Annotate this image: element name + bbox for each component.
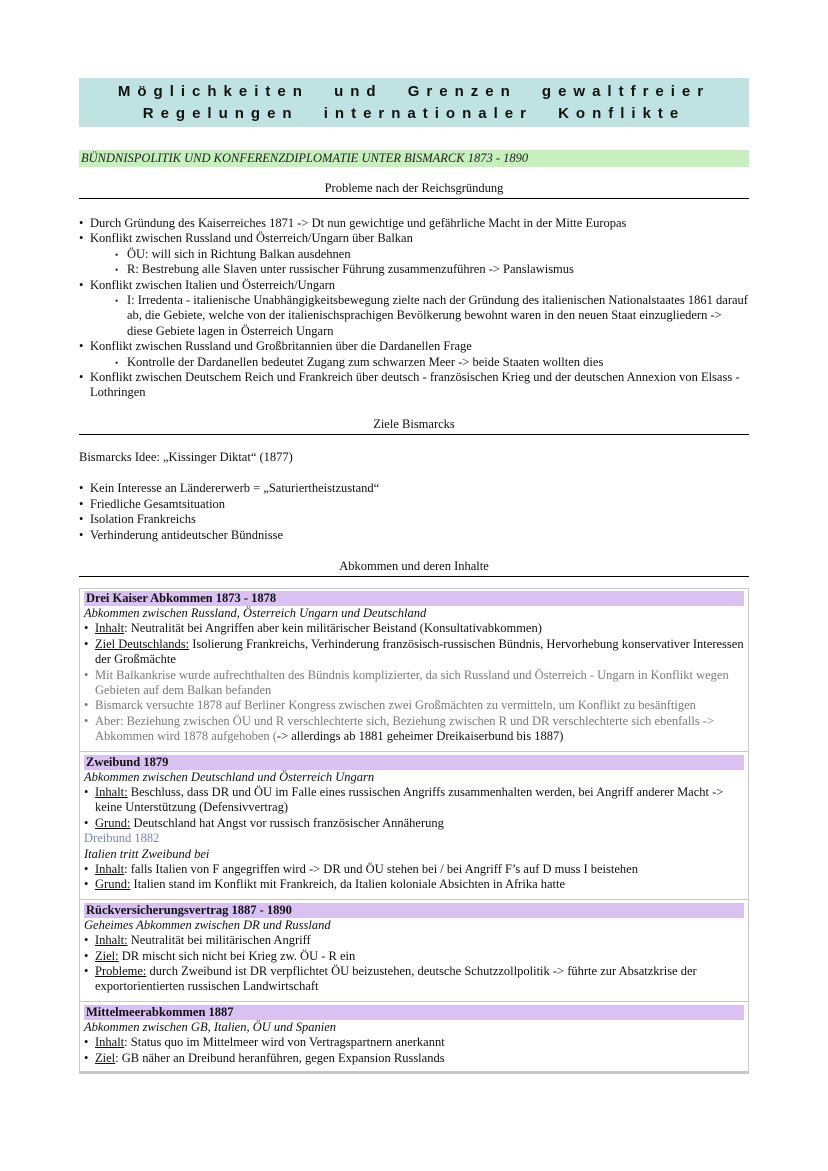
list-item: • Friedliche Gesamtsituation: [79, 497, 749, 512]
box-mittelmeer: [84, 1005, 744, 1066]
list-item: • Kontrolle der Dardanellen bedeutet Zugang zum schwarzen Meer -> beide Staaten wollten dies: [115, 355, 749, 370]
box-subtitle: Abkommen zwischen GB, Italien, ÖU und Spanien: [84, 1019, 337, 1034]
box-subtitle: Geheimes Abkommen zwischen DR und Russland: [84, 917, 331, 932]
box-list: [84, 862, 744, 893]
list-item: • ÖU: will sich in Richtung Balkan ausdehnen: [115, 247, 749, 262]
list-item: • Grund: Deutschland hat Angst vor russisch französischer Annäherung: [84, 816, 744, 831]
list-item: • Konflikt zwischen Russland und Österreich/Ungarn über Balkan • ÖU: will sich in Richtung Balkan ausdehnen • R: Bestrebung alle Slaven unter russischer Führung zusammenzuführen -> Panslawismus: [79, 231, 749, 277]
box-title: Rückversicherungsvertrag 1887 - 1890: [84, 903, 744, 918]
document-subtitle: BÜNDNISPOLITIK UND KONFERENZDIPLOMATIE UNTER BISMARCK 1873 - 1890: [79, 150, 749, 167]
divider: [80, 899, 748, 900]
section-heading-probleme: Probleme nach der Reichsgründung: [79, 181, 749, 199]
box-list: [84, 621, 744, 744]
list-item: • Isolation Frankreichs: [79, 512, 749, 527]
box-list: [84, 1035, 744, 1066]
list-item: • Konflikt zwischen Italien und Österreich/Ungarn • I: Irredenta - italienische Unabhängigkeitsbewegung zielte nach der Gründung des italienischen Nationalstaates 1861 darauf ab, die Gebiete, welche von der italienischsprachigen Bevölkerung bewohnt waren in den neuen Staat einzugliedern -> diese Gebiete lagen in Österreich Ungarn: [79, 278, 749, 340]
list-item: • Inhalt: falls Italien von F angegriffen wird -> DR und ÖU stehen bei / bei Angriff F’s auf D muss I beistehen: [84, 862, 744, 877]
title-line-2: Regelungen internationaler Konflikte: [142, 105, 686, 122]
box-subtitle: Abkommen zwischen Deutschland und Österreich Ungarn: [84, 769, 375, 784]
section-heading-abkommen: Abkommen und deren Inhalte: [79, 559, 749, 577]
dreibund-subtitle: Italien tritt Zweibund bei: [84, 846, 210, 861]
box-drei-kaiser: [84, 591, 744, 745]
list-item: • Ziel Deutschlands: Isolierung Frankreichs, Verhinderung französisch-russischen Bündnis, Hervorhebung konservativer Interessen der Großmächte: [84, 637, 744, 668]
box-zweibund: [84, 755, 744, 893]
document-title: [79, 78, 749, 127]
bismarck-idea: Bismarcks Idee: „Kissinger Diktat“ (1877): [79, 449, 293, 464]
list-item: • Probleme: durch Zweibund ist DR verpflichtet ÖU beizustehen, deutsche Schutzzollpolitik -> führte zur Absatzkrise der exportorientierten russischen Landwirtschaft: [84, 964, 744, 995]
sub-list: [90, 247, 749, 278]
list-item: • Ziel: DR mischt sich nicht bei Krieg zw. ÖU - R ein: [84, 949, 744, 964]
box-title: Zweibund 1879: [84, 755, 744, 770]
abkommen-table: [79, 588, 749, 1074]
list-item: • Konflikt zwischen Russland und Großbritannien über die Dardanellen Frage • Kontrolle der Dardanellen bedeutet Zugang zum schwarzen Meer -> beide Staaten wollten dies: [79, 339, 749, 370]
list-item: • Aber: Beziehung zwischen ÖU und R verschlechterte sich, Beziehung zwischen R und DR verschlechterte sich ebenfalls -> Abkommen wird 1878 aufgehoben (-> allerdings ab 1881 geheimer Dreikaiserbund bis 1887): [84, 714, 744, 745]
list-item: • Durch Gründung des Kaiserreiches 1871 -> Dt nun gewichtige und gefährliche Macht in der Mitte Europas: [79, 216, 749, 231]
list-item: • Kein Interesse an Ländererwerb = „Saturiertheistzustand“: [79, 481, 749, 496]
list-item: • Verhinderung antideutscher Bündnisse: [79, 528, 749, 543]
box-title: Mittelmeerabkommen 1887: [84, 1005, 744, 1020]
dreibund-heading: Dreibund 1882: [84, 831, 160, 846]
list-item: • Inhalt: Neutralität bei militärischen Angriff: [84, 933, 744, 948]
box-list: [84, 785, 744, 831]
ziele-list: [79, 481, 749, 543]
list-item: • Inhalt: Beschluss, dass DR und ÖU im Falle eines russischen Angriffs zusammenhalten werden, bei Angriff anderer Macht -> keine Unterstützung (Defensivvertrag): [84, 785, 744, 816]
sub-list: [90, 355, 749, 370]
probleme-list: [79, 216, 749, 401]
divider: [80, 1001, 748, 1002]
section-heading-ziele: Ziele Bismarcks: [79, 417, 749, 435]
list-item: • Ziel: GB näher an Dreibund heranführen, gegen Expansion Russlands: [84, 1051, 744, 1066]
list-item: • Bismarck versuchte 1878 auf Berliner Kongress zwischen zwei Großmächten zu vermitteln, um Konflikt zu besänftigen: [84, 698, 744, 713]
box-subtitle: Abkommen zwischen Russland, Österreich Ungarn und Deutschland: [84, 605, 427, 620]
list-item: • Grund: Italien stand im Konflikt mit Frankreich, da Italien koloniale Absichten in Afrika hatte: [84, 877, 744, 892]
list-item: • Konflikt zwischen Deutschem Reich und Frankreich über deutsch - französischen Krieg und der deutschen Annexion von Elsass - Lothringen: [79, 370, 749, 401]
title-line-1: Möglichkeiten und Grenzen gewaltfreier: [117, 83, 711, 100]
box-list: [84, 933, 744, 995]
box-rueckversicherung: [84, 903, 744, 995]
list-item: • R: Bestrebung alle Slaven unter russischer Führung zusammenzuführen -> Panslawismus: [115, 262, 749, 277]
document-page: [79, 78, 749, 1074]
list-item: • Mit Balkankrise wurde aufrechthalten des Bündnis komplizierter, da sich Russland und Österreich - Ungarn in Konflikt wegen Gebieten auf dem Balkan befanden: [84, 668, 744, 699]
list-item: • I: Irredenta - italienische Unabhängigkeitsbewegung zielte nach der Gründung des italienischen Nationalstaates 1861 darauf ab, die Gebiete, welche von der italienischsprachigen Bevölkerung bewohnt waren in den neuen Staat einzugliedern -> diese Gebiete lagen in Österreich Ungarn: [115, 293, 749, 339]
list-item: • Inhalt: Neutralität bei Angriffen aber kein militärischer Beistand (Konsultativabkommen): [84, 621, 744, 636]
box-title: Drei Kaiser Abkommen 1873 - 1878: [84, 591, 744, 606]
divider: [80, 751, 748, 752]
list-item: • Inhalt: Status quo im Mittelmeer wird von Vertragspartnern anerkannt: [84, 1035, 744, 1050]
sub-list: [90, 293, 749, 339]
